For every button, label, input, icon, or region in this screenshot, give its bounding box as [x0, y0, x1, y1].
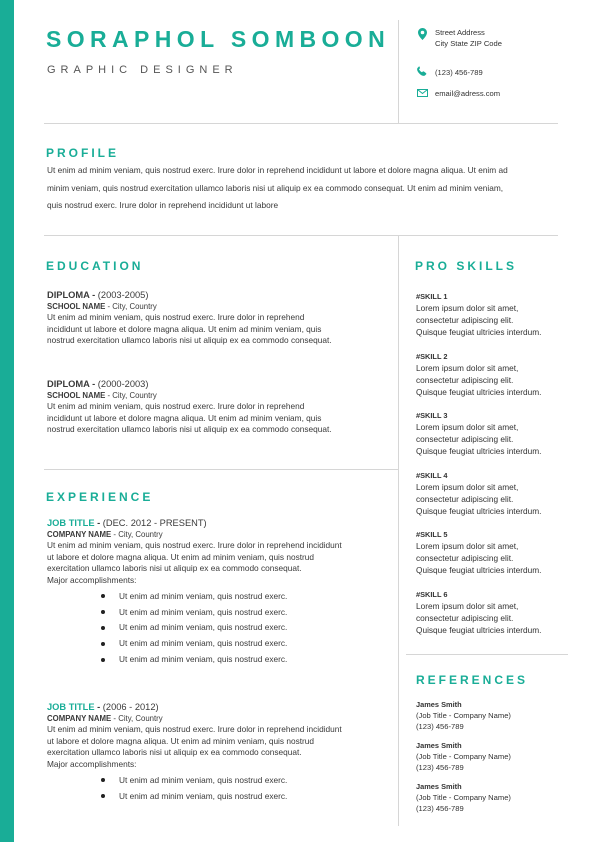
envelope-icon	[415, 89, 429, 97]
skill-item	[416, 529, 586, 589]
skill-line: Lorem ipsum dolor sit amet,	[416, 481, 519, 492]
candidate-title: GRAPHIC DESIGNER	[47, 64, 238, 76]
skill-line: consectetur adipiscing elit.	[416, 612, 514, 623]
skill-line: Quisque feugiat ultricies interdum.	[416, 505, 542, 516]
phone-icon	[415, 66, 429, 77]
list-item: Ut enim ad minim veniam, quis nostrud exerc.	[101, 636, 392, 652]
experience-entry	[47, 702, 392, 804]
list-item: Ut enim ad minim veniam, quis nostrud exerc.	[101, 789, 392, 805]
job-sep: -	[94, 518, 103, 528]
school-location: - City, Country	[105, 302, 157, 311]
reference-name: James Smith	[416, 782, 462, 791]
education-entry-header	[47, 290, 392, 300]
skill-line: Quisque feugiat ultricies interdum.	[416, 624, 542, 635]
description-line: ut labore et dolore magna aliqua. Ut enim ad minim veniam, quis nostrud	[47, 551, 315, 562]
reference-phone: (123) 456-789	[416, 722, 464, 731]
company-name: COMPANY NAME	[47, 714, 112, 723]
skill-item	[416, 470, 586, 530]
profile-line: quis nostrud exerc. Irure dolor in reprehend incididunt ut labore	[47, 200, 279, 210]
description-line: exercitation ullamco laboris nisi ut aliquip ex ea commodo consequat.	[47, 747, 302, 758]
education-degree: DIPLOMA	[47, 379, 90, 389]
job-dates: (2006 - 2012)	[102, 702, 159, 712]
skill-item	[416, 589, 586, 649]
skill-label: #SKILL 6	[416, 589, 448, 599]
reference-role: (Job Title - Company Name)	[416, 752, 511, 761]
reference-item	[416, 740, 586, 781]
contact-email	[415, 89, 500, 100]
school-name: SCHOOL NAME	[47, 302, 106, 311]
company-line	[47, 714, 392, 723]
skills-list	[416, 291, 586, 648]
phone-number: (123) 456-789	[435, 68, 483, 77]
description-line: incididunt ut labore et dolore magna aliqua. Ut enim ad minim veniam, quis	[47, 323, 322, 334]
contact-address	[415, 28, 502, 49]
accomplishments-list	[101, 589, 392, 668]
description-line: Ut enim ad minim veniam, quis nostrud exerc. Irure dolor in reprehend	[47, 401, 305, 411]
list-item: Ut enim ad minim veniam, quis nostrud exerc.	[101, 652, 392, 668]
experience-description	[47, 724, 392, 771]
skill-line: Quisque feugiat ultricies interdum.	[416, 327, 542, 338]
company-line	[47, 530, 392, 539]
profile-heading: PROFILE	[46, 146, 120, 160]
description-line: Ut enim ad minim veniam, quis nostrud exerc. Irure dolor in reprehend incididunt	[47, 724, 342, 734]
email-link[interactable]: email@adress.com	[435, 89, 501, 98]
skill-line: Lorem ipsum dolor sit amet,	[416, 362, 519, 373]
skills-heading: PRO SKILLS	[415, 259, 518, 273]
accomplishments-list	[101, 773, 392, 805]
school-location: - City, Country	[105, 391, 157, 400]
description-line: incididunt ut labore et dolore magna aliqua. Ut enim ad minim veniam, quis	[47, 412, 322, 423]
header-divider	[398, 20, 399, 123]
skill-line: Lorem ipsum dolor sit amet,	[416, 541, 519, 551]
education-sep: -	[89, 290, 98, 300]
references-heading: REFERENCES	[416, 673, 529, 687]
skill-label: #SKILL 3	[416, 411, 448, 420]
education-school	[47, 391, 392, 400]
education-entry	[47, 379, 392, 436]
list-item: Ut enim ad minim veniam, quis nostrud exerc.	[101, 773, 392, 789]
skill-line: consectetur adipiscing elit.	[416, 315, 514, 326]
job-dates: (DEC. 2012 - PRESENT)	[102, 518, 207, 528]
experience-heading: EXPERIENCE	[46, 490, 154, 504]
profile-rule	[44, 235, 558, 236]
description-line: nostrud exercitation ullamco laboris nisi ut aliquip ex ea commodo consequat.	[47, 424, 332, 435]
company-name: COMPANY NAME	[47, 530, 112, 539]
reference-item	[416, 781, 586, 822]
experience-description	[47, 540, 392, 587]
skill-line: consectetur adipiscing elit.	[416, 434, 514, 445]
list-item: Ut enim ad minim veniam, quis nostrud exerc.	[101, 605, 392, 621]
address-line-2: City State ZIP Code	[435, 38, 502, 48]
skill-line: Quisque feugiat ultricies interdum.	[416, 565, 542, 576]
skill-line: consectetur adipiscing elit.	[416, 374, 514, 385]
profile-line: minim veniam, quis nostrud exercitation ullamco laboris nisi ut aliquip ex ea commodo consequat. Ut enim ad minim veniam,	[47, 182, 504, 193]
address-line-1: Street Address	[435, 28, 485, 37]
reference-name: James Smith	[416, 700, 462, 709]
description-line: exercitation ullamco laboris nisi ut aliquip ex ea commodo consequat.	[47, 563, 302, 574]
profile-text	[47, 162, 567, 215]
company-location: - City, Country	[111, 714, 163, 723]
accent-sidebar-bar	[0, 0, 14, 842]
accomplishments-label: Major accomplishments:	[47, 575, 137, 586]
education-years: (2000-2003)	[97, 379, 149, 389]
skill-line: consectetur adipiscing elit.	[416, 553, 514, 564]
education-description	[47, 401, 392, 436]
education-sep: -	[89, 379, 98, 389]
education-heading: EDUCATION	[46, 259, 144, 273]
reference-role: (Job Title - Company Name)	[416, 711, 511, 720]
education-years: (2003-2005)	[97, 290, 149, 300]
skill-line: consectetur adipiscing elit.	[416, 493, 514, 504]
skill-line: Lorem ipsum dolor sit amet,	[416, 303, 519, 313]
skill-label: #SKILL 2	[416, 351, 448, 361]
reference-phone: (123) 456-789	[416, 763, 464, 772]
company-location: - City, Country	[111, 530, 163, 539]
description-line: nostrud exercitation ullamco laboris nisi ut aliquip ex ea commodo consequat.	[47, 335, 332, 346]
reference-phone: (123) 456-789	[416, 804, 464, 813]
description-line: Ut enim ad minim veniam, quis nostrud exerc. Irure dolor in reprehend	[47, 312, 305, 322]
education-description	[47, 312, 392, 347]
job-title: JOB TITLE	[47, 518, 95, 528]
education-entry-header	[47, 379, 392, 389]
accomplishments-label: Major accomplishments:	[47, 759, 137, 770]
education-degree: DIPLOMA	[47, 290, 90, 300]
education-school	[47, 302, 392, 311]
experience-entry-header	[47, 702, 392, 712]
location-pin-icon	[415, 28, 429, 40]
skill-label: #SKILL 5	[416, 530, 448, 539]
school-name: SCHOOL NAME	[47, 391, 106, 400]
references-list	[416, 699, 586, 822]
reference-role: (Job Title - Company Name)	[416, 793, 511, 802]
skill-line: Lorem ipsum dolor sit amet,	[416, 600, 519, 611]
education-entry	[47, 290, 392, 347]
description-line: Ut enim ad minim veniam, quis nostrud exerc. Irure dolor in reprehend incididunt	[47, 540, 342, 550]
experience-entry-header	[47, 518, 392, 528]
experience-entry	[47, 518, 392, 668]
description-line: ut labore et dolore magna aliqua. Ut enim ad minim veniam, quis nostrud	[47, 735, 315, 746]
skill-label: #SKILL 1	[416, 292, 448, 301]
skill-label: #SKILL 4	[416, 470, 448, 480]
list-item: Ut enim ad minim veniam, quis nostrud exerc.	[101, 620, 392, 636]
education-rule	[44, 469, 398, 470]
job-title: JOB TITLE	[47, 702, 95, 712]
skill-line: Quisque feugiat ultricies interdum.	[416, 386, 542, 397]
skill-line: Quisque feugiat ultricies interdum.	[416, 446, 542, 457]
skills-rule	[406, 654, 568, 655]
reference-item	[416, 699, 586, 740]
skill-item	[416, 410, 586, 470]
job-sep: -	[94, 702, 103, 712]
reference-name: James Smith	[416, 741, 462, 750]
candidate-name: SORAPHOL SOMBOON	[46, 26, 391, 52]
list-item: Ut enim ad minim veniam, quis nostrud exerc.	[101, 589, 392, 605]
skill-item	[416, 351, 586, 411]
header-rule	[44, 123, 558, 124]
skill-item	[416, 291, 586, 351]
profile-line: Ut enim ad minim veniam, quis nostrud exerc. Irure dolor in reprehend incididunt ut labore et dolore magna aliqua. Ut enim ad	[47, 165, 508, 175]
skill-line: Lorem ipsum dolor sit amet,	[416, 422, 519, 432]
column-divider	[398, 236, 399, 826]
contact-phone	[415, 66, 483, 79]
